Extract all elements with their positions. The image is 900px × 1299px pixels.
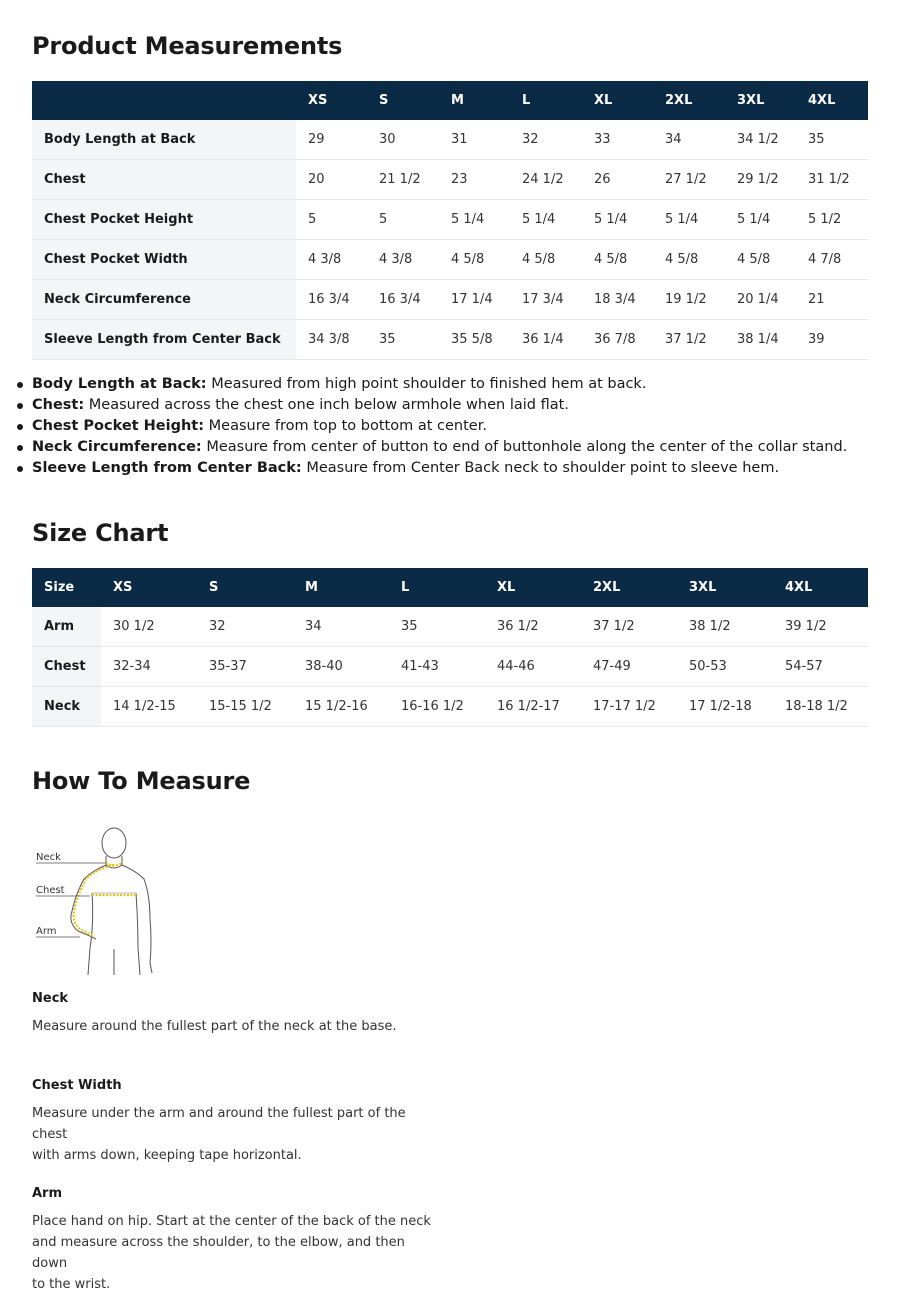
measure-text (32, 1211, 432, 1295)
table-cell: 4 3/8 (367, 240, 439, 280)
table-cell: 35-37 (197, 647, 293, 687)
note-text: Measured from high point shoulder to finished hem at back. (206, 376, 647, 392)
measurement-notes-list (32, 374, 892, 479)
table-cell: 38 1/4 (725, 320, 796, 360)
table-cell: 34 (293, 607, 389, 647)
table-cell: 35 (367, 320, 439, 360)
table-cell: 38 1/2 (677, 607, 773, 647)
table-cell: 5 1/2 (796, 200, 868, 240)
header-size: L (401, 580, 410, 595)
table-cell: 17 1/2-18 (677, 687, 773, 727)
header-corner: Size (44, 580, 75, 595)
table-cell: 5 1/4 (510, 200, 582, 240)
table-cell: 4 5/8 (582, 240, 653, 280)
header-size: L (522, 93, 531, 108)
table-cell: 5 1/4 (725, 200, 796, 240)
table-cell: 29 (296, 120, 367, 160)
note-text: Measure from Center Back neck to shoulder point to sleeve hem. (301, 460, 780, 476)
table-cell: 17-17 1/2 (581, 687, 677, 727)
table-cell: 32-34 (101, 647, 197, 687)
row-label: Chest Pocket Height (32, 200, 296, 240)
measuring-figure-illustration (32, 823, 182, 978)
header-size: 3XL (689, 580, 717, 595)
product-measurements-table (32, 81, 868, 360)
table-row (32, 647, 868, 687)
table-cell: 23 (439, 160, 510, 200)
how-to-measure-title: How To Measure (32, 767, 251, 795)
measure-heading: Neck (32, 991, 69, 1006)
table-header-row (32, 81, 868, 120)
figure-label-arm: Arm (36, 926, 57, 937)
header-size: 2XL (593, 580, 621, 595)
table-cell: 32 (197, 607, 293, 647)
row-label: Neck (32, 687, 101, 727)
note-text: Measure from center of button to end of buttonhole along the center of the collar stand. (201, 439, 848, 455)
measure-section-arm (32, 1186, 432, 1295)
row-label: Body Length at Back (32, 120, 296, 160)
measure-text (32, 1103, 432, 1166)
table-cell: 5 1/4 (653, 200, 725, 240)
table-cell: 36 1/2 (485, 607, 581, 647)
table-cell: 50-53 (677, 647, 773, 687)
table-cell: 31 (439, 120, 510, 160)
table-cell: 18-18 1/2 (773, 687, 868, 727)
measure-text-line: Measure under the arm and around the fullest part of the chest (32, 1106, 406, 1142)
table-cell: 37 1/2 (653, 320, 725, 360)
note-term: Chest Pocket Height: (32, 418, 205, 434)
measure-text-line: to the wrist. (32, 1277, 111, 1292)
header-corner (32, 81, 296, 120)
table-cell: 33 (582, 120, 653, 160)
list-item (32, 437, 892, 458)
table-row (32, 120, 868, 160)
note-term: Neck Circumference: (32, 439, 202, 455)
table-cell: 20 1/4 (725, 280, 796, 320)
header-size: 4XL (785, 580, 813, 595)
list-item (32, 458, 892, 479)
table-header-row (32, 568, 868, 607)
header-size: XL (594, 93, 613, 108)
table-cell: 5 1/4 (439, 200, 510, 240)
header-size: M (305, 580, 318, 595)
table-cell: 16 3/4 (296, 280, 367, 320)
table-cell: 39 (796, 320, 868, 360)
note-term: Chest: (32, 397, 85, 413)
table-cell: 14 1/2-15 (101, 687, 197, 727)
list-item (32, 374, 892, 395)
table-cell: 47-49 (581, 647, 677, 687)
row-label: Neck Circumference (32, 280, 296, 320)
table-cell: 34 (653, 120, 725, 160)
header-size: 4XL (808, 93, 836, 108)
table-cell: 16-16 1/2 (389, 687, 485, 727)
table-row (32, 687, 868, 727)
table-cell: 5 (296, 200, 367, 240)
table-cell: 4 5/8 (439, 240, 510, 280)
table-cell: 19 1/2 (653, 280, 725, 320)
table-cell: 4 7/8 (796, 240, 868, 280)
measure-heading: Chest Width (32, 1078, 122, 1093)
note-term: Sleeve Length from Center Back: (32, 460, 302, 476)
row-label: Chest Pocket Width (32, 240, 296, 280)
table-cell: 36 1/4 (510, 320, 582, 360)
header-size: XL (497, 580, 516, 595)
note-text: Measure from top to bottom at center. (204, 418, 487, 434)
table-row (32, 280, 868, 320)
header-size: 2XL (665, 93, 693, 108)
header-size: S (379, 93, 389, 108)
list-item (32, 395, 892, 416)
list-item (32, 416, 892, 437)
row-label: Chest (32, 647, 101, 687)
table-cell: 24 1/2 (510, 160, 582, 200)
table-cell: 21 (796, 280, 868, 320)
table-cell: 17 3/4 (510, 280, 582, 320)
table-cell: 16 3/4 (367, 280, 439, 320)
table-cell: 54-57 (773, 647, 868, 687)
table-row (32, 160, 868, 200)
measure-heading: Arm (32, 1186, 63, 1201)
row-label: Sleeve Length from Center Back (32, 320, 296, 360)
table-cell: 34 1/2 (725, 120, 796, 160)
measure-text-line: and measure across the shoulder, to the elbow, and then down (32, 1235, 405, 1271)
measure-section-chest-width (32, 1078, 432, 1166)
table-cell: 15 1/2-16 (293, 687, 389, 727)
table-cell: 4 5/8 (510, 240, 582, 280)
table-row (32, 240, 868, 280)
table-row (32, 320, 868, 360)
table-cell: 27 1/2 (653, 160, 725, 200)
table-cell: 37 1/2 (581, 607, 677, 647)
table-cell: 5 1/4 (582, 200, 653, 240)
table-cell: 35 (389, 607, 485, 647)
table-row (32, 607, 868, 647)
table-cell: 32 (510, 120, 582, 160)
row-label: Arm (32, 607, 101, 647)
table-cell: 36 7/8 (582, 320, 653, 360)
header-size: S (209, 580, 219, 595)
measure-text-line: Place hand on hip. Start at the center of the back of the neck (32, 1214, 431, 1229)
table-cell: 26 (582, 160, 653, 200)
table-cell: 31 1/2 (796, 160, 868, 200)
size-chart-table (32, 568, 868, 727)
table-cell: 20 (296, 160, 367, 200)
header-size: M (451, 93, 464, 108)
table-cell: 34 3/8 (296, 320, 367, 360)
table-row (32, 200, 868, 240)
row-label: Chest (32, 160, 296, 200)
table-cell: 30 (367, 120, 439, 160)
measure-text: Measure around the fullest part of the neck at the base. (32, 1019, 397, 1034)
table-cell: 4 3/8 (296, 240, 367, 280)
table-cell: 5 (367, 200, 439, 240)
measure-section-neck (32, 991, 432, 1037)
table-cell: 39 1/2 (773, 607, 868, 647)
table-cell: 35 5/8 (439, 320, 510, 360)
header-size: 3XL (737, 93, 765, 108)
note-term: Body Length at Back: (32, 376, 207, 392)
table-cell: 44-46 (485, 647, 581, 687)
table-cell: 17 1/4 (439, 280, 510, 320)
header-size: XS (308, 93, 328, 108)
table-cell: 18 3/4 (582, 280, 653, 320)
product-measurements-title: Product Measurements (32, 32, 343, 60)
table-cell: 38-40 (293, 647, 389, 687)
figure-label-chest: Chest (36, 885, 65, 896)
figure-label-neck: Neck (36, 852, 61, 863)
header-size: XS (113, 580, 133, 595)
table-cell: 16 1/2-17 (485, 687, 581, 727)
table-cell: 21 1/2 (367, 160, 439, 200)
table-cell: 29 1/2 (725, 160, 796, 200)
measure-text-line: with arms down, keeping tape horizontal. (32, 1148, 302, 1163)
table-cell: 35 (796, 120, 868, 160)
table-cell: 30 1/2 (101, 607, 197, 647)
note-text: Measured across the chest one inch below armhole when laid flat. (84, 397, 569, 413)
table-cell: 15-15 1/2 (197, 687, 293, 727)
table-cell: 4 5/8 (653, 240, 725, 280)
table-cell: 41-43 (389, 647, 485, 687)
size-chart-title: Size Chart (32, 519, 169, 547)
table-cell: 4 5/8 (725, 240, 796, 280)
